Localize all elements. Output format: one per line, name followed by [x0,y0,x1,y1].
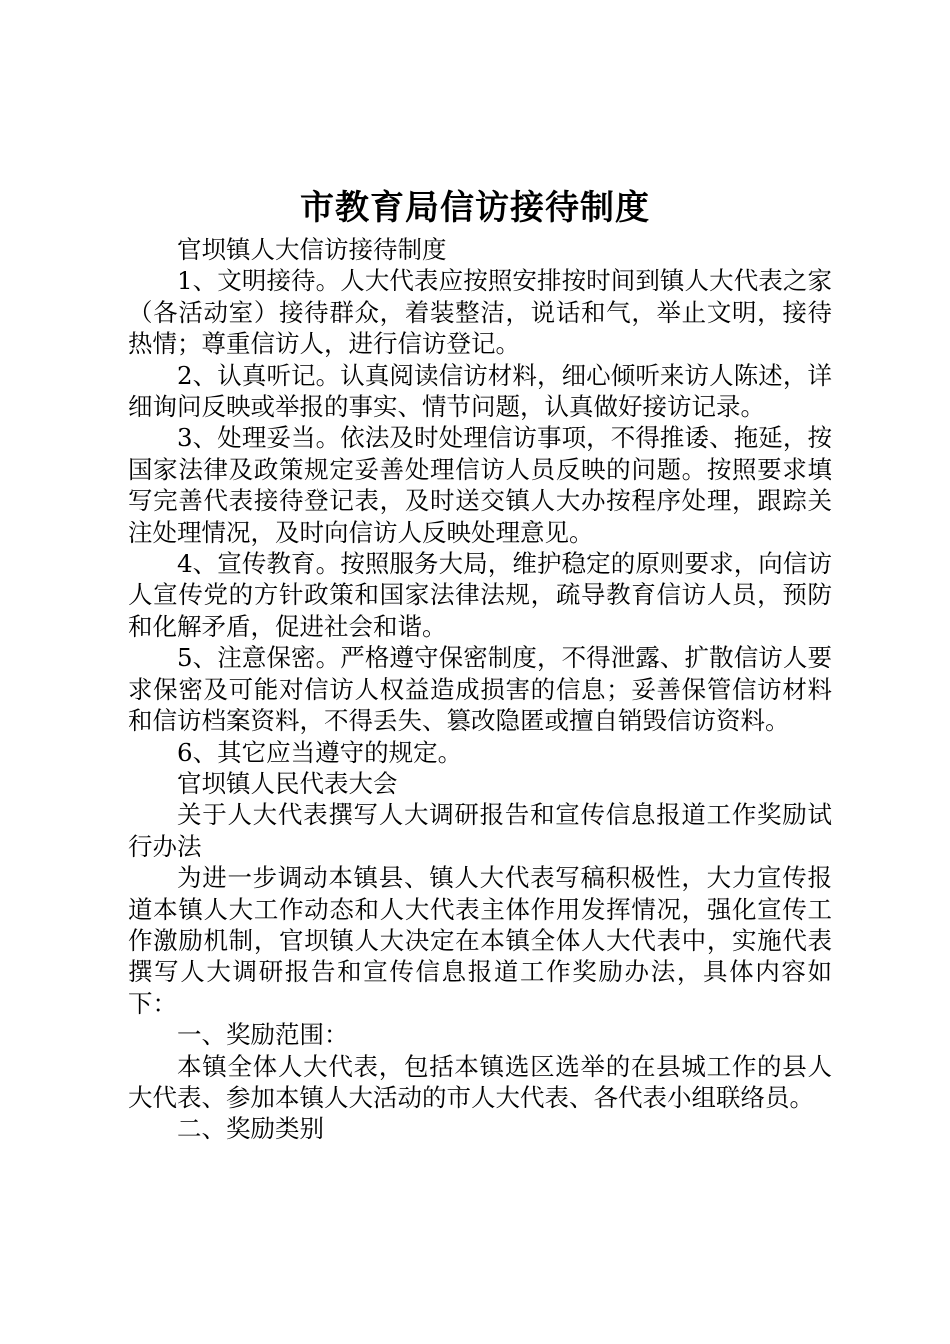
paragraph-item-3: 3、处理妥当。依法及时处理信访事项，不得推诿、拖延，按国家法律及政策规定妥善处理信访人员反映的问题。按照要求填写完善代表接待登记表，及时送交镇人大办按程序处理，跟踪关注处理情况，及时向信访人反映处理意见。 [128,423,832,547]
paragraph-section-1-body: 本镇全体人大代表，包括本镇选区选举的在县城工作的县人大代表、参加本镇人大活动的市人大代表、各代表小组联络员。 [128,1051,832,1112]
paragraph-issuer: 官坝镇人民代表大会 [177,768,398,798]
paragraph-measure-title: 关于人大代表撰写人大调研报告和宣传信息报道工作奖励试行办法 [128,800,832,861]
paragraph-subtitle: 官坝镇人大信访接待制度 [177,235,447,264]
document-body [128,234,832,1145]
paragraph-item-6: 6、其它应当遵守的规定。 [177,737,463,767]
paragraph-section-2-heading: 二、奖励类别 [177,1114,324,1144]
paragraph-intro: 为进一步调动本镇县、镇人大代表写稿积极性，大力宣传报道本镇人大工作动态和人大代表主体作用发挥情况，强化宣传工作激励机制，官坝镇人大决定在本镇全体人大代表中，实施代表撰写人大调研报告和宣传信息报道工作奖励办法，具体内容如下： [128,863,832,1018]
paragraph-item-1: 1、文明接待。人大代表应按照安排按时间到镇人大代表之家（各活动室）接待群众，着装整洁，说话和气，举止文明，接待热情；尊重信访人，进行信访登记。 [128,266,832,359]
paragraph-item-5: 5、注意保密。严格遵守保密制度，不得泄露、扩散信访人要求保密及可能对信访人权益造成损害的信息；妥善保管信访材料和信访档案资料，不得丢失、篡改隐匿或擅自销毁信访资料。 [128,643,832,736]
paragraph-item-2: 2、认真听记。认真阅读信访材料，细心倾听来访人陈述，详细询问反映或举报的事实、情节问题，认真做好接访记录。 [128,360,832,422]
paragraph-item-4: 4、宣传教育。按照服务大局，维护稳定的原则要求，向信访人宣传党的方针政策和国家法律法规，疏导教育信访人员，预防和化解矛盾，促进社会和谐。 [128,549,832,641]
document-title: 市教育局信访接待制度 [300,188,650,228]
paragraph-section-1-heading: 一、奖励范围： [177,1020,349,1050]
